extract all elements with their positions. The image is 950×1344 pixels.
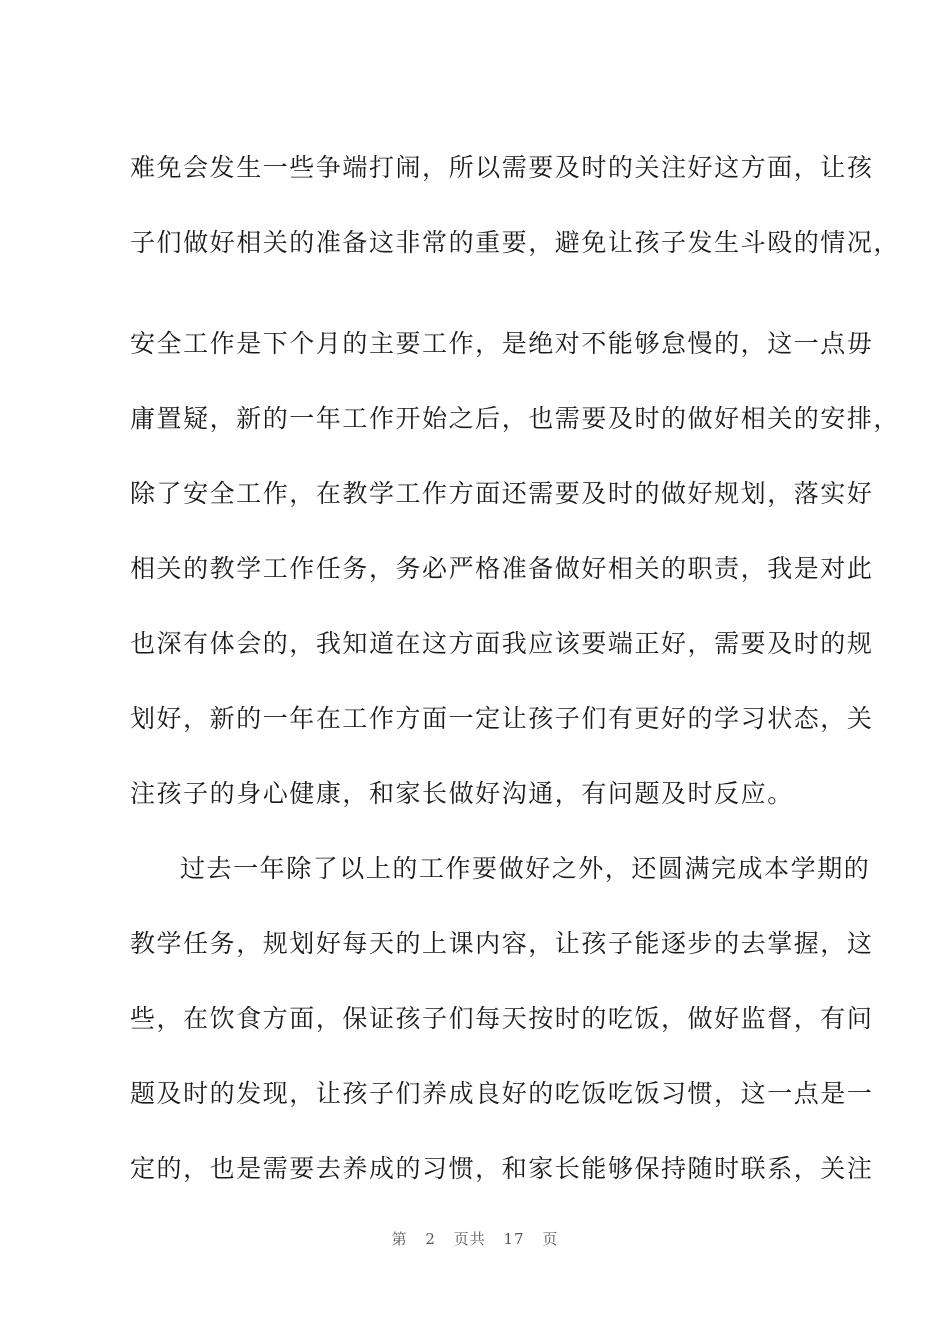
text-line: 划好，新的一年在工作方面一定让孩子们有更好的学习状态，关 [130, 704, 874, 733]
text-line: 难免会发生一些争端打闹，所以需要及时的关注好这方面，让孩 [130, 153, 874, 182]
text-line: 庸置疑，新的一年工作开始之后，也需要及时的做好相关的安排， [130, 404, 900, 433]
page-number: 第 2 页共 17 页 [391, 1230, 559, 1248]
text-line: 定的，也是需要去养成的习惯，和家长能够保持随时联系，关注 [130, 1154, 874, 1183]
text-line: 安全工作是下个月的主要工作，是绝对不能够怠慢的，这一点毋 [130, 329, 874, 358]
text-line: 教学任务，规划好每天的上课内容，让孩子能逐步的去掌握，这 [130, 929, 874, 958]
text-line: 些，在饮食方面，保证孩子们每天按时的吃饭，做好监督，有问 [130, 1004, 874, 1033]
text-line: 除了安全工作，在教学工作方面还需要及时的做好规划，落实好 [130, 479, 874, 508]
text-line: 也深有体会的，我知道在这方面我应该要端正好，需要及时的规 [130, 629, 874, 658]
text-line: 注孩子的身心健康，和家长做好沟通，有问题及时反应。 [130, 779, 794, 808]
text-line: 相关的教学工作任务，务必严格准备做好相关的职责，我是对此 [130, 554, 874, 583]
text-line-indented: 过去一年除了以上的工作要做好之外，还圆满完成本学期的 [180, 854, 871, 883]
text-line: 题及时的发现，让孩子们养成良好的吃饭吃饭习惯，这一点是一 [130, 1079, 874, 1108]
text-line: 子们做好相关的准备这非常的重要，避免让孩子发生斗殴的情况， [130, 228, 900, 257]
